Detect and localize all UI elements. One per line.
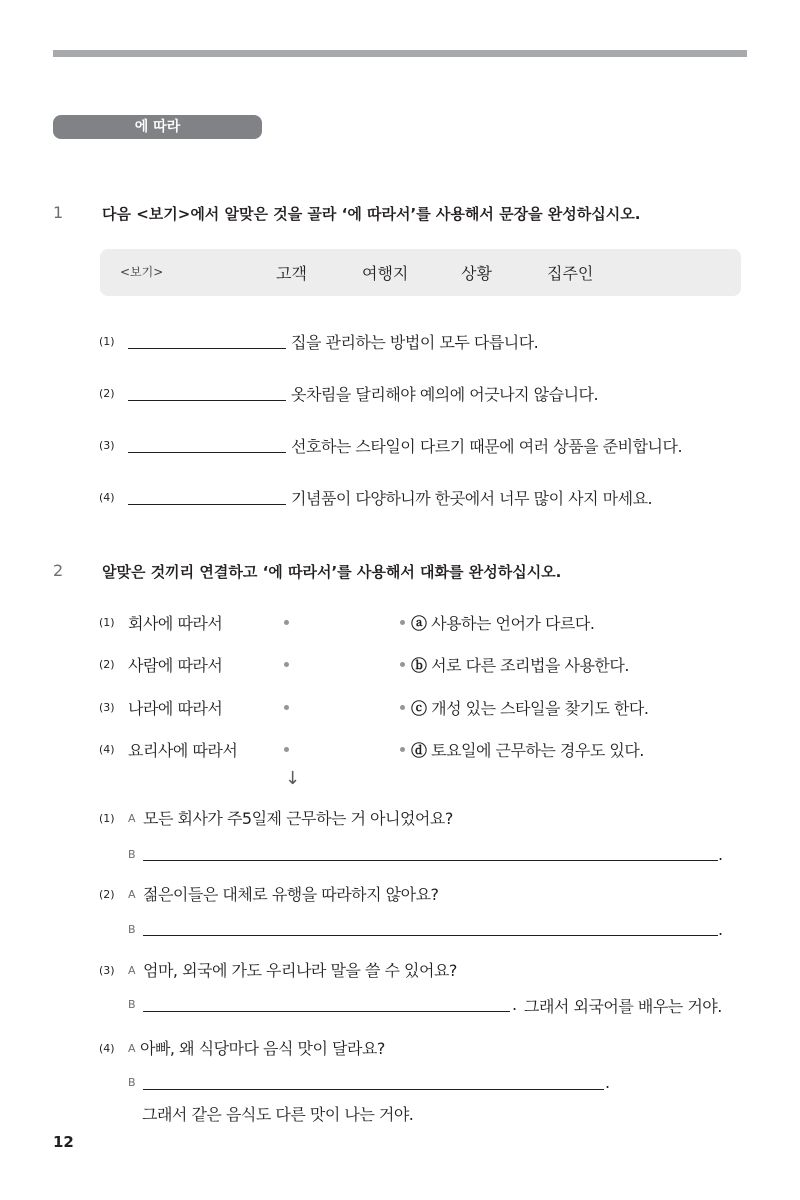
- match-left-text: 회사에 따라서: [128, 614, 223, 633]
- answer-blank[interactable]: [143, 935, 718, 936]
- match-right-dot[interactable]: [400, 747, 405, 752]
- question-2-number: 2: [53, 561, 64, 580]
- match-right-dot[interactable]: [400, 662, 405, 667]
- q1-item-number: (2): [99, 387, 115, 400]
- match-left-number: (1): [99, 616, 115, 629]
- match-right-item: [411, 611, 594, 634]
- dialog-number: (4): [99, 1042, 115, 1055]
- q1-item-text: 옷차림을 달리해야 예의에 어긋나지 않습니다.: [291, 385, 599, 404]
- speaker-b-label: B: [128, 848, 136, 861]
- speaker-a-text: 엄마, 외국에 가도 우리나라 말을 쓸 수 있어요?: [143, 961, 457, 980]
- choice-text: 토요일에 근무하는 경우도 있다.: [431, 741, 644, 760]
- answer-blank[interactable]: [128, 504, 286, 505]
- speaker-b-continuation: 그래서 같은 음식도 다른 맛이 나는 거야.: [142, 1105, 414, 1124]
- bogi-word: 집주인: [547, 264, 594, 283]
- top-rule: [53, 50, 747, 57]
- bogi-label: <보기>: [120, 265, 164, 279]
- sentence-period: .: [718, 920, 723, 939]
- sentence-period: .: [718, 845, 723, 864]
- match-left-text: 나라에 따라서: [128, 699, 223, 718]
- choice-mark: ⓑ: [411, 656, 427, 675]
- question-1-instruction: 다음 <보기>에서 알맞은 것을 골라 ‘에 따라서’를 사용해서 문장을 완성하십시오.: [102, 205, 641, 223]
- match-left-dot[interactable]: [284, 705, 289, 710]
- question-1-number: 1: [53, 203, 64, 222]
- answer-blank[interactable]: [143, 1011, 510, 1012]
- q1-item-number: (4): [99, 491, 115, 504]
- bogi-word: 여행지: [362, 264, 409, 283]
- speaker-a-text: 아빠, 왜 식당마다 음식 맛이 달라요?: [140, 1039, 385, 1058]
- choice-text: 서로 다른 조리법을 사용한다.: [431, 656, 629, 675]
- dialog-number: (1): [99, 812, 115, 825]
- sentence-period: .: [512, 995, 517, 1014]
- match-right-dot[interactable]: [400, 620, 405, 625]
- q1-item-text: 선호하는 스타일이 다르기 때문에 여러 상품을 준비합니다.: [291, 437, 683, 456]
- speaker-a-label: A: [128, 888, 136, 901]
- answer-blank[interactable]: [143, 860, 718, 861]
- answer-blank[interactable]: [143, 1089, 604, 1090]
- choice-text: 개성 있는 스타일을 찾기도 한다.: [431, 699, 649, 718]
- match-left-text: 요리사에 따라서: [128, 741, 238, 760]
- question-2-instruction: 알맞은 것끼리 연결하고 ‘에 따라서’를 사용해서 대화를 완성하십시오.: [102, 563, 562, 581]
- choice-mark: ⓓ: [411, 741, 427, 760]
- match-left-number: (3): [99, 701, 115, 714]
- match-left-dot[interactable]: [284, 747, 289, 752]
- speaker-b-label: B: [128, 1076, 136, 1089]
- speaker-a-text: 젊은이들은 대체로 유행을 따라하지 않아요?: [143, 885, 439, 904]
- sentence-period: .: [605, 1073, 610, 1092]
- speaker-a-label: A: [128, 964, 136, 977]
- match-right-item: [411, 696, 648, 719]
- choice-mark: ⓒ: [411, 699, 427, 718]
- speaker-a-label: A: [128, 812, 136, 825]
- bogi-box: [100, 249, 741, 296]
- answer-blank[interactable]: [128, 348, 286, 349]
- match-left-number: (2): [99, 658, 115, 671]
- answer-blank[interactable]: [128, 452, 286, 453]
- q1-item-text: 집을 관리하는 방법이 모두 다릅니다.: [291, 333, 539, 352]
- speaker-b-label: B: [128, 923, 136, 936]
- section-label: 에 따라: [53, 115, 262, 139]
- down-arrow-icon: ↓: [285, 768, 301, 789]
- bogi-word: 고객: [276, 264, 307, 283]
- q1-item-number: (1): [99, 335, 115, 348]
- match-left-number: (4): [99, 743, 115, 756]
- speaker-a-label: A: [128, 1042, 136, 1055]
- match-left-dot[interactable]: [284, 662, 289, 667]
- choice-text: 사용하는 언어가 다르다.: [431, 614, 595, 633]
- page-number: 12: [53, 1133, 74, 1151]
- match-right-item: [411, 738, 644, 761]
- dialog-number: (2): [99, 888, 115, 901]
- match-left-text: 사람에 따라서: [128, 656, 223, 675]
- q1-item-text: 기념품이 다양하니까 한곳에서 너무 많이 사지 마세요.: [291, 489, 653, 508]
- bogi-word: 상황: [461, 264, 492, 283]
- choice-mark: ⓐ: [411, 614, 427, 633]
- match-right-item: [411, 653, 629, 676]
- dialog-number: (3): [99, 964, 115, 977]
- match-right-dot[interactable]: [400, 705, 405, 710]
- speaker-b-continuation: 그래서 외국어를 배우는 거야.: [524, 997, 722, 1016]
- match-left-dot[interactable]: [284, 620, 289, 625]
- speaker-a-text: 모든 회사가 주5일제 근무하는 거 아니었어요?: [143, 809, 453, 828]
- answer-blank[interactable]: [128, 400, 286, 401]
- speaker-b-label: B: [128, 998, 136, 1011]
- q1-item-number: (3): [99, 439, 115, 452]
